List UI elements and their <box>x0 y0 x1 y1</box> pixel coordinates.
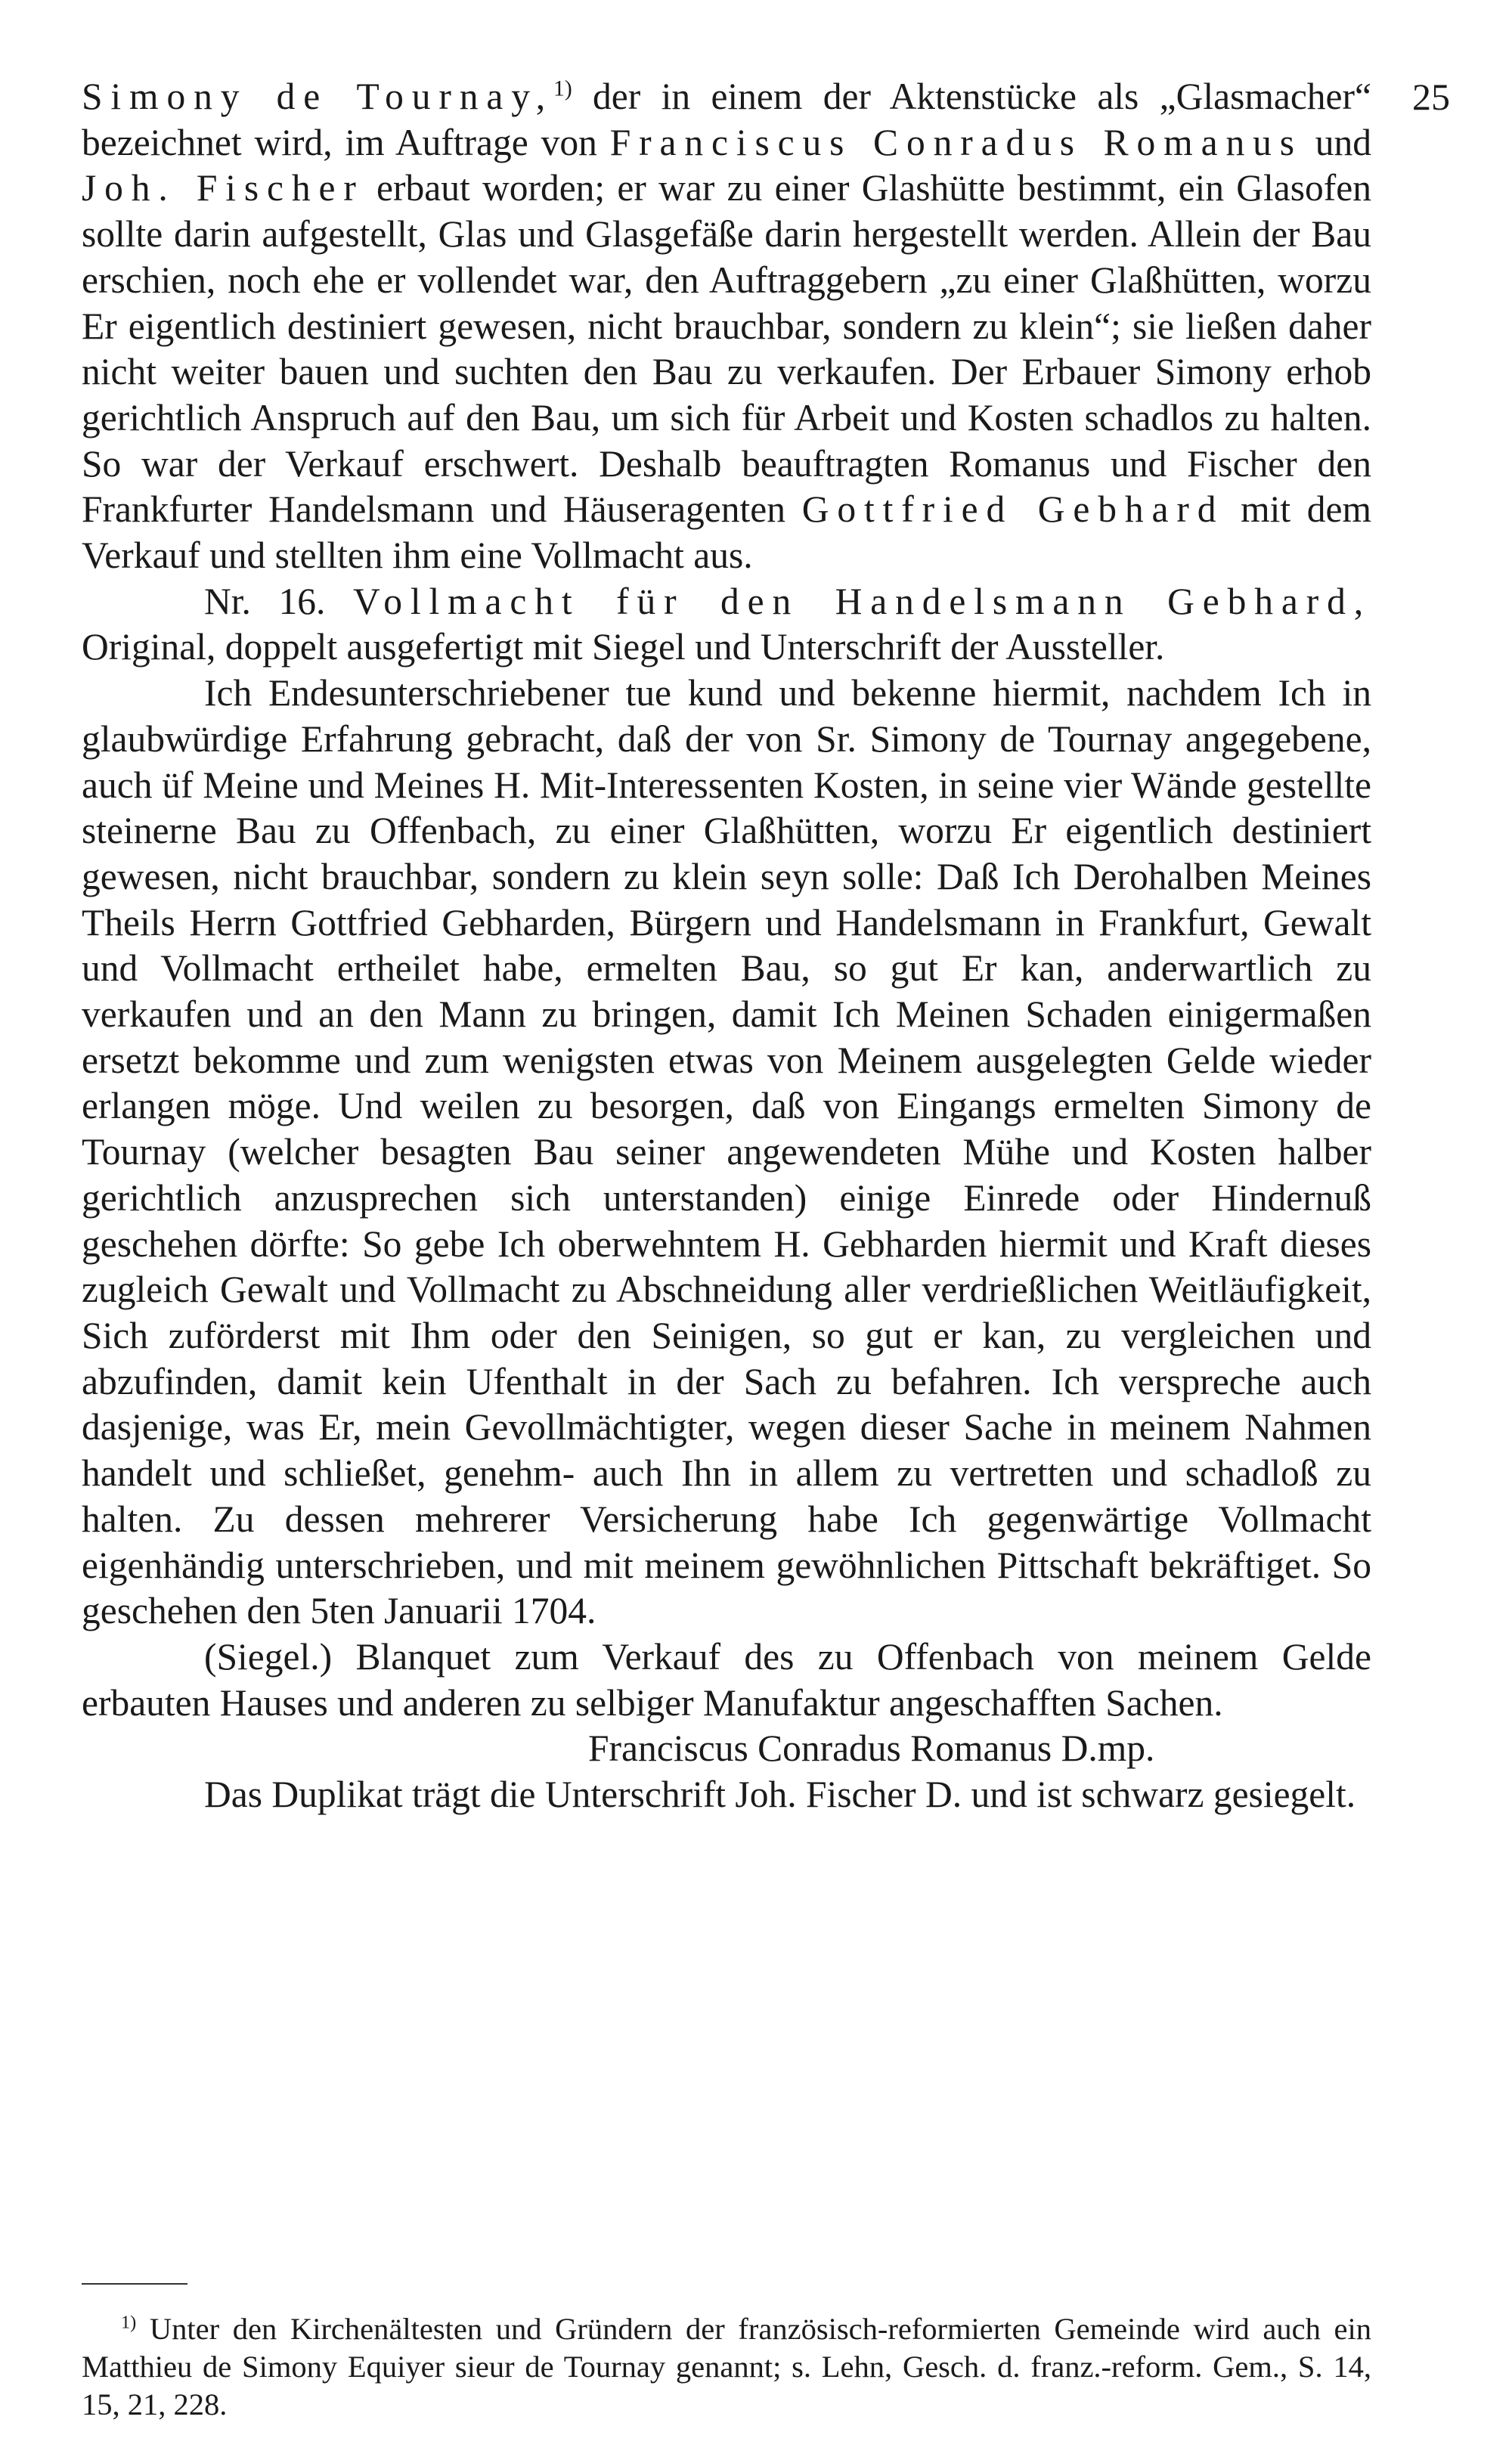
paragraph-text: erbaut worden; er war zu einer Glashütte bestimmt, ein Glasofen sollte darin aufgestellt, Glas und Glasgefäße darin hergestellt werden. Allein der Bau erschien, noch ehe er vollendet war, den Auftraggebern „zu einer Glaßhütten, worzu Er eigentlich destiniert gewesen, nicht brauchbar, sondern zu klein“; sie ließen daher nicht weiter bauen und suchten den Bau zu verkaufen. Der Erbauer Simony erhob gerichtlich Anspruch auf den Bau, um sich für Arbeit und Kosten schadlos zu halten. So war der Verkauf erschwert. Deshalb beauftragten Romanus und Fischer den Frankfurter Handelsmann und Häuseragenten <box>82 167 1371 531</box>
seal-paragraph: (Siegel.) Blanquet zum Verkauf des zu Offenbach von meinem Gelde erbauten Hauses und anderen zu selbiger Manufaktur angeschafften Sachen. <box>82 1635 1371 1724</box>
paragraph-text: der in einem der Aktenstücke als „Glasmacher“ bezeichnet wird, im Auftrage von <box>82 76 1371 163</box>
paragraph-text: und <box>1302 121 1371 163</box>
footnote-mark: 1) <box>121 2312 137 2333</box>
footnote-divider <box>82 2283 187 2285</box>
duplicate-note-paragraph: Das Duplikat trägt die Unterschrift Joh. Fischer D. und ist schwarz gesiegelt. <box>204 1774 1356 1816</box>
document-heading <box>82 579 1371 671</box>
page-number: 25 <box>1412 76 1450 118</box>
signature-line: Franciscus Conradus Romanus D.mp. <box>588 1727 1155 1770</box>
person-name-fischer: Joh. Fischer <box>82 167 364 209</box>
person-name-simony: Simony de Tournay, <box>82 76 553 117</box>
document-description: Original, doppelt ausgefertigt mit Siegel und Unterschrift der Aussteller. <box>82 626 1165 668</box>
footnote-text: Unter den Kirchenältesten und Gründern der französisch-reformierten Gemeinde wird auch ein Matthieu de Simony Equiyer sieur de Tournay genannt; s. Lehn, Gesch. d. franz.-reform. Gem., S. 14, 15, 21, 228. <box>82 2312 1371 2421</box>
intro-paragraph <box>82 74 1371 579</box>
footnote-paragraph <box>82 2310 1371 2424</box>
document-number: Nr. 16. <box>204 580 353 622</box>
document-body-paragraph: Ich Endesunterschriebener tue kund und bekenne hiermit, nachdem Ich in glaubwürdige Erfahrung gebracht, daß der von Sr. Simony de Tournay angegebene, auch üf Meine und Meines H. Mit-Interessenten Kosten, in seine vier Wände gestellte steinerne Bau zu Offenbach, zu einer Glaßhütten, worzu Er eigentlich destiniert gewesen, nicht brauchbar, sondern zu klein seyn solle: Daß Ich Derohalben Meines Theils Herrn Gottfried Gebharden, Bürgern und Handelsmann in Frankfurt, Gewalt und Vollmacht ertheilet habe, ermelten Bau, so gut Er kan, anderwartlich zu verkaufen und an den Mann zu bringen, damit Ich Meinen Schaden einigermaßen ersetzt bekomme und zum wenigsten etwas von Meinem ausgelegten Gelde wieder erlangen möge. Und weilen zu besorgen, daß von Eingangs ermelten Simony de Tournay (welcher besagten Bau seiner angewendeten Mühe und Kosten halber gerichtlich anzusprechen sich unterstanden) einige Einrede oder Hindernuß geschehen dörfte: So gebe Ich oberwehntem H. Gebharden hiermit und Kraft dieses zugleich Gewalt und Vollmacht zu Abschneidung aller verdrießlichen Weitläufigkeit, Sich zuförderst mit Ihm oder den Seinigen, so gut er kan, zu vergleichen und abzufinden, damit kein Ufenthalt in der Sach zu befahren. Ich verspreche auch dasjenige, was Er, mein Gevollmächtigter, wegen dieser Sache in meinem Nahmen handelt und schließet, genehm- auch Ihn in allem zu vertretten und schadloß zu halten. Zu dessen mehrerer Versicherung habe Ich gegenwärtige Vollmacht eigenhändig unterschrieben, und mit meinem gewöhnlichen Pittschaft bekräftiget. So geschehen den 5ten Januarii 1704. <box>82 672 1371 1632</box>
paragraph-text: mit dem Verkauf und stellten ihm eine Vollmacht aus. <box>82 488 1372 577</box>
person-name-romanus: Franciscus Conradus Romanus <box>609 121 1303 163</box>
footnote <box>82 2310 1371 2424</box>
person-name-gebhard: Gottfried Gebhard <box>801 488 1225 531</box>
footnote-reference: 1) <box>553 76 572 101</box>
body-text <box>82 74 1371 1818</box>
document-title: Vollmacht für den Handelsmann Gebhard, <box>352 580 1371 622</box>
